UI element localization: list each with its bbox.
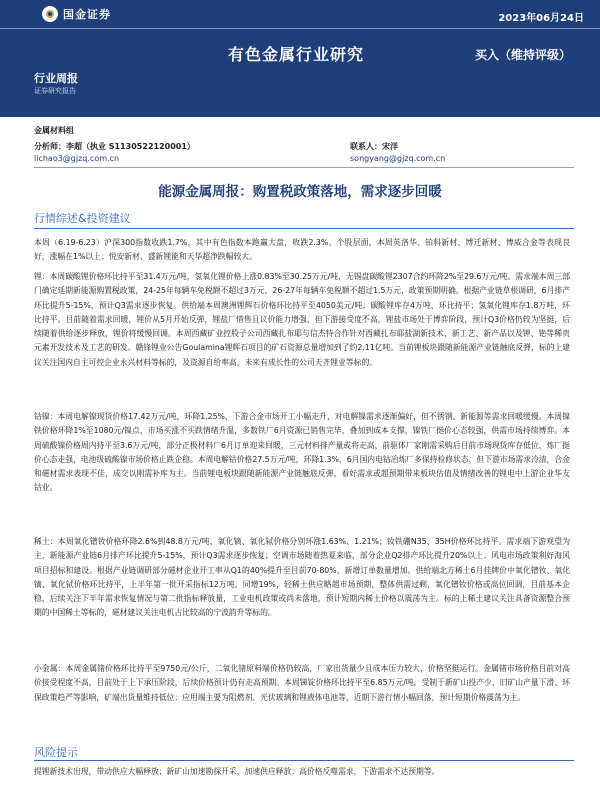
paragraph-lithium: 锂：本周碳酸锂价格环比持平至31.4万元/吨，氢氧化锂价格上涨0.83%至30.25万元/吨，无锡盘碳酸锂2307合约环降2%至29.6万元/吨。需求端本周三部门确定延期新能源购置税政策，24-25年每辆车免税额不超过3万元，26-27年每辆车免税额不超过1.5万元，政策预期明确。根据产业链草根调研，6月排产环比提升5-15%，预计Q3需求逐步恢复。供给端本周澳洲锂辉石价格环比持平至4050美元/吨；碳酸锂库存4万吨，环比持平；氢氧化锂库存1.8万吨，环比持平。目前随着需求回暖，锂价从5月开始反弹，锂盐厂惜售且议价能力增强，但下游接受度不高，锂盐市场处于博弈阶段，预计Q3价格仍较为坚挺，后续随着供给逐步释放，锂价将缓慢回调。本周西藏矿业控股子公司西藏扎布耶与信杰特合作针对西藏扎布耶盐湖新技术、新工艺、新产品以及钾、铯等稀贵元素开发技术及工艺的研发。赣锋锂业公告Goulamina锂辉石项目的矿石资源总量增加到了约2.11亿吨。当前锂板块跟随新能源产业链触底反弹，标的上建议关注国内自主可控企业永兴材料等标的，及资源自给率高，未来有成长性的公司天齐锂业等标的。 xyxy=(34,272,570,367)
brand-logo xyxy=(42,6,111,22)
paragraph-market: 本周（6.19-6.23）沪深300指数收跌1.7%，其中有色指数本跑赢大盘，收跌2.3%。个股层面，本周英洛华、铂科新材、博迁新材、博威合金等表现良好，涨幅在1%以上；悦安新材、盛新锂能和天华超净跌幅较大。 xyxy=(34,238,570,262)
report-type: 行业周报 xyxy=(34,72,78,85)
rating-badge: 买入（维持评级） xyxy=(475,48,572,62)
brand-logo-icon xyxy=(42,6,58,22)
team-label: 金属材料组 xyxy=(34,126,74,135)
report-header xyxy=(0,0,600,117)
paragraph-rare-earth: 稀土：本周氧化镨钕价格环降2.6%到48.8万元/吨，氧化镝、氧化铽价格分别环涨1.63%、1.21%；钕铁硼N35、35H价格环比持平。需求端下游观望为主，新能源产业链6月排产环比提升5-15%，预计Q3需求逐步恢复；空调市场随着热夏来临，部分企业Q2排产环比提升20%以上；风电市场政策利好海风项目招标和建设。根据产业链调研部分磁材企业开工率从Q1的40%提升至目前70-80%，新增订单数量增加。供给端北方稀土6月挂牌价中氧化镨钕、氧化镝、氧化铽价格环比持平，上半年第一批开采指标12万吨，同增19%，轻稀土供应略超市场预期，整体供需过剩，氧化镨钕价格或高位回调，目前基本企稳，后续关注下半年需求恢复情况与第二批指标释放量，工业电机政策或尚未落地，预计短期内稀土价格以震荡为主。标的上稀土建议关注具备资源整合预期的中国稀土等标的，磁材建议关注电机占比较高的宁波韵升等标的。 xyxy=(34,537,570,618)
section-title-summary: 行情综述&投资建议 xyxy=(34,212,131,225)
contact-email[interactable]: songyang@gjzq.com.cn xyxy=(350,154,446,163)
section-divider-summary xyxy=(34,228,574,229)
report-date: 2023年06月24日 xyxy=(498,13,584,24)
analyst-line: 分析师：李超（执业 S1130522120001） xyxy=(34,142,195,151)
header-divider xyxy=(0,28,600,29)
report-title: 有色金属行业研究 xyxy=(228,45,365,64)
paragraph-minor-metals: 小金属：本周金属锗价格环比持平至9750元/公斤，二氧化锗原料端价格仍较高，厂家出货量少且成本压力较大，价格坚挺运行。金属锗市场价格目前对高价接受程度不高，目前处于上下承压阶段，后续价格预计仍有走高预期。本周锑锭价格环比持平至6.85万元/吨，受制于新矿山投产少、旧矿山产量下滑、环保政策趋严等影响，矿端出货量维持低位；应用端主要为阻燃剂、光伏玻璃和锂液体电池等，近期下游行情小幅回落，预计短期价格震荡为主。 xyxy=(34,664,570,702)
brand-name: 国金证券 xyxy=(63,8,111,21)
main-title: 能源金属周报：购置税政策落地，需求逐步回暖 xyxy=(158,184,442,200)
section-title-risk: 风险提示 xyxy=(34,746,78,759)
report-subtype: 证券研究报告 xyxy=(34,87,76,95)
analyst-email[interactable]: lichao3@gjzq.com.cn xyxy=(34,154,120,163)
contact-line: 联系人：宋洋 xyxy=(350,142,398,151)
meta-divider xyxy=(34,167,574,168)
section-divider-risk xyxy=(34,760,574,761)
paragraph-risk: 提锂新技术出现，带动供应大幅释放；新矿山加速勘探开采，加速供应释放；高价格反噬需求，下游需求不达预期等。 xyxy=(34,767,440,776)
paragraph-cobalt-nickel: 钴镍：本周电解镍现货价格17.42万元/吨，环降1.25%，下游合金市场开工小幅走升，对电解镍需求逐渐偏好，但不锈钢、新能源等需求回暖缓慢。本周镍铁价格环降1%至1080元/镍点，市场买涨不买跌情绪升温，多数铁厂6月资源已销售完毕，叠加到成本支撑，镍铁厂挺价心态较强，供需市场持续博弈。本周硫酸镍价格周内持平至3.6万元/吨，部分正极材料厂6月订单迎来回暖，三元材料排产量或将走高，前驱体厂家刚需采购后目前市场现货库存低位，炼厂挺价心态走强，电池级硫酸镍市场价格止跌企稳。本周电解钴价格27.5万元/吨，环降1.3%，6月国内电钴冶炼厂多保持检修状态，但下游市场需求冷清，合金和磁材需求表现不佳，成交以刚需补库为主。当前锂电板块跟随新能源产业链触底反弹，看好需求或超预期带来板块估值及情绪改善的锂电中上游企业华友钴业。 xyxy=(34,412,570,493)
